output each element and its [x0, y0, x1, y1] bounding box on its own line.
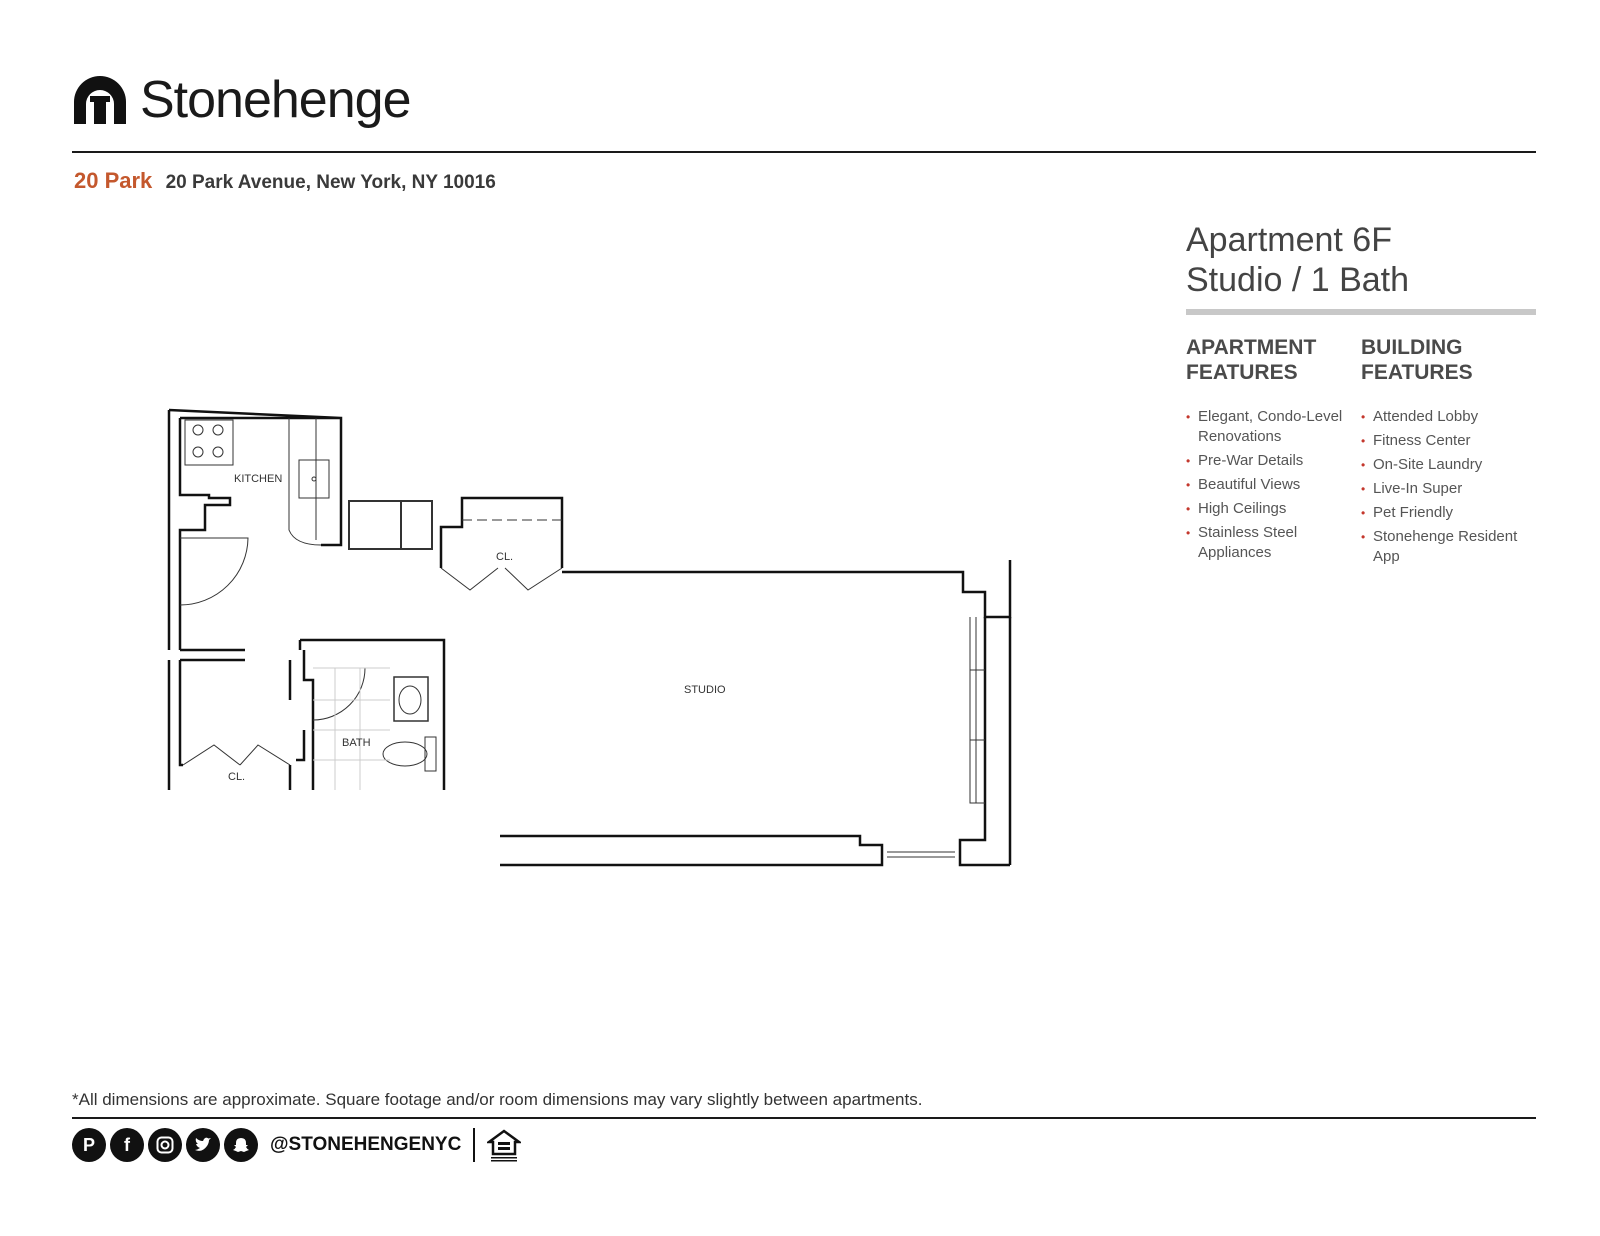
list-item: • Elegant, Condo-Level Renovations: [1186, 407, 1358, 447]
building-features: [1361, 335, 1537, 571]
building-name: 20 Park: [74, 168, 153, 193]
disclaimer: *All dimensions are approximate. Square footage and/or room dimensions may vary slightly between apartments.: [72, 1090, 923, 1109]
equal-housing-icon: [487, 1128, 521, 1162]
brand-name: Stonehenge: [140, 71, 411, 129]
list-item: • High Ceilings: [1186, 499, 1358, 519]
room-label-bath: BATH: [342, 737, 371, 749]
list-item: • Beautiful Views: [1186, 475, 1358, 495]
building-address: 20 Park Avenue, New York, NY 10016: [165, 172, 496, 193]
list-item: • Stainless Steel Appliances: [1186, 523, 1358, 563]
studio-bottom-wall: [500, 800, 1010, 865]
list-item: • Pet Friendly: [1361, 503, 1537, 523]
room-label-kitchen: KITCHEN: [234, 473, 283, 485]
apartment-features: [1186, 335, 1358, 567]
room-label-closet-top: CL.: [496, 551, 514, 563]
footer-separator: [473, 1128, 475, 1162]
list-item: • Attended Lobby: [1361, 407, 1537, 427]
facebook-icon[interactable]: f: [110, 1128, 144, 1162]
studio-right-wall: [985, 617, 1010, 865]
window-bottom: [887, 852, 955, 857]
list-item: • Fitness Center: [1361, 431, 1537, 451]
pinterest-icon[interactable]: P: [72, 1128, 106, 1162]
apartment-title: [1186, 220, 1409, 300]
social-handle[interactable]: @STONEHENGENYC: [270, 1134, 462, 1155]
window-right: [970, 617, 985, 803]
bath-walls: [300, 640, 444, 790]
kitchen-sink: [299, 460, 329, 498]
room-label-studio: STUDIO: [684, 684, 726, 696]
toilet: [383, 742, 427, 766]
building-features-heading: BUILDING FEATURES: [1361, 336, 1473, 384]
title-divider: [1186, 309, 1536, 315]
apartment-type: Studio / 1 Bath: [1186, 261, 1410, 299]
refrigerator: [349, 501, 401, 549]
footer: [72, 1128, 521, 1162]
stove: [185, 420, 233, 465]
footer-divider: [72, 1117, 1536, 1119]
room-label-closet-bottom: CL.: [228, 771, 246, 783]
snapchat-icon[interactable]: [224, 1128, 258, 1162]
building-features-list: [1361, 407, 1537, 567]
apartment-number: Apartment 6F: [1186, 221, 1392, 259]
instagram-icon[interactable]: [148, 1128, 182, 1162]
entry-door: [180, 538, 248, 605]
apartment-features-list: [1186, 407, 1358, 563]
twitter-icon[interactable]: [186, 1128, 220, 1162]
kitchen-counter-wall: [180, 418, 230, 540]
list-item: • Pre-War Details: [1186, 451, 1358, 471]
apartment-features-heading: APARTMENT FEATURES: [1186, 336, 1317, 384]
studio-top-wall: [562, 560, 1010, 617]
list-item: • Stonehenge Resident App: [1361, 527, 1537, 567]
list-item: • Live-In Super: [1361, 479, 1537, 499]
list-item: • On-Site Laundry: [1361, 455, 1537, 475]
